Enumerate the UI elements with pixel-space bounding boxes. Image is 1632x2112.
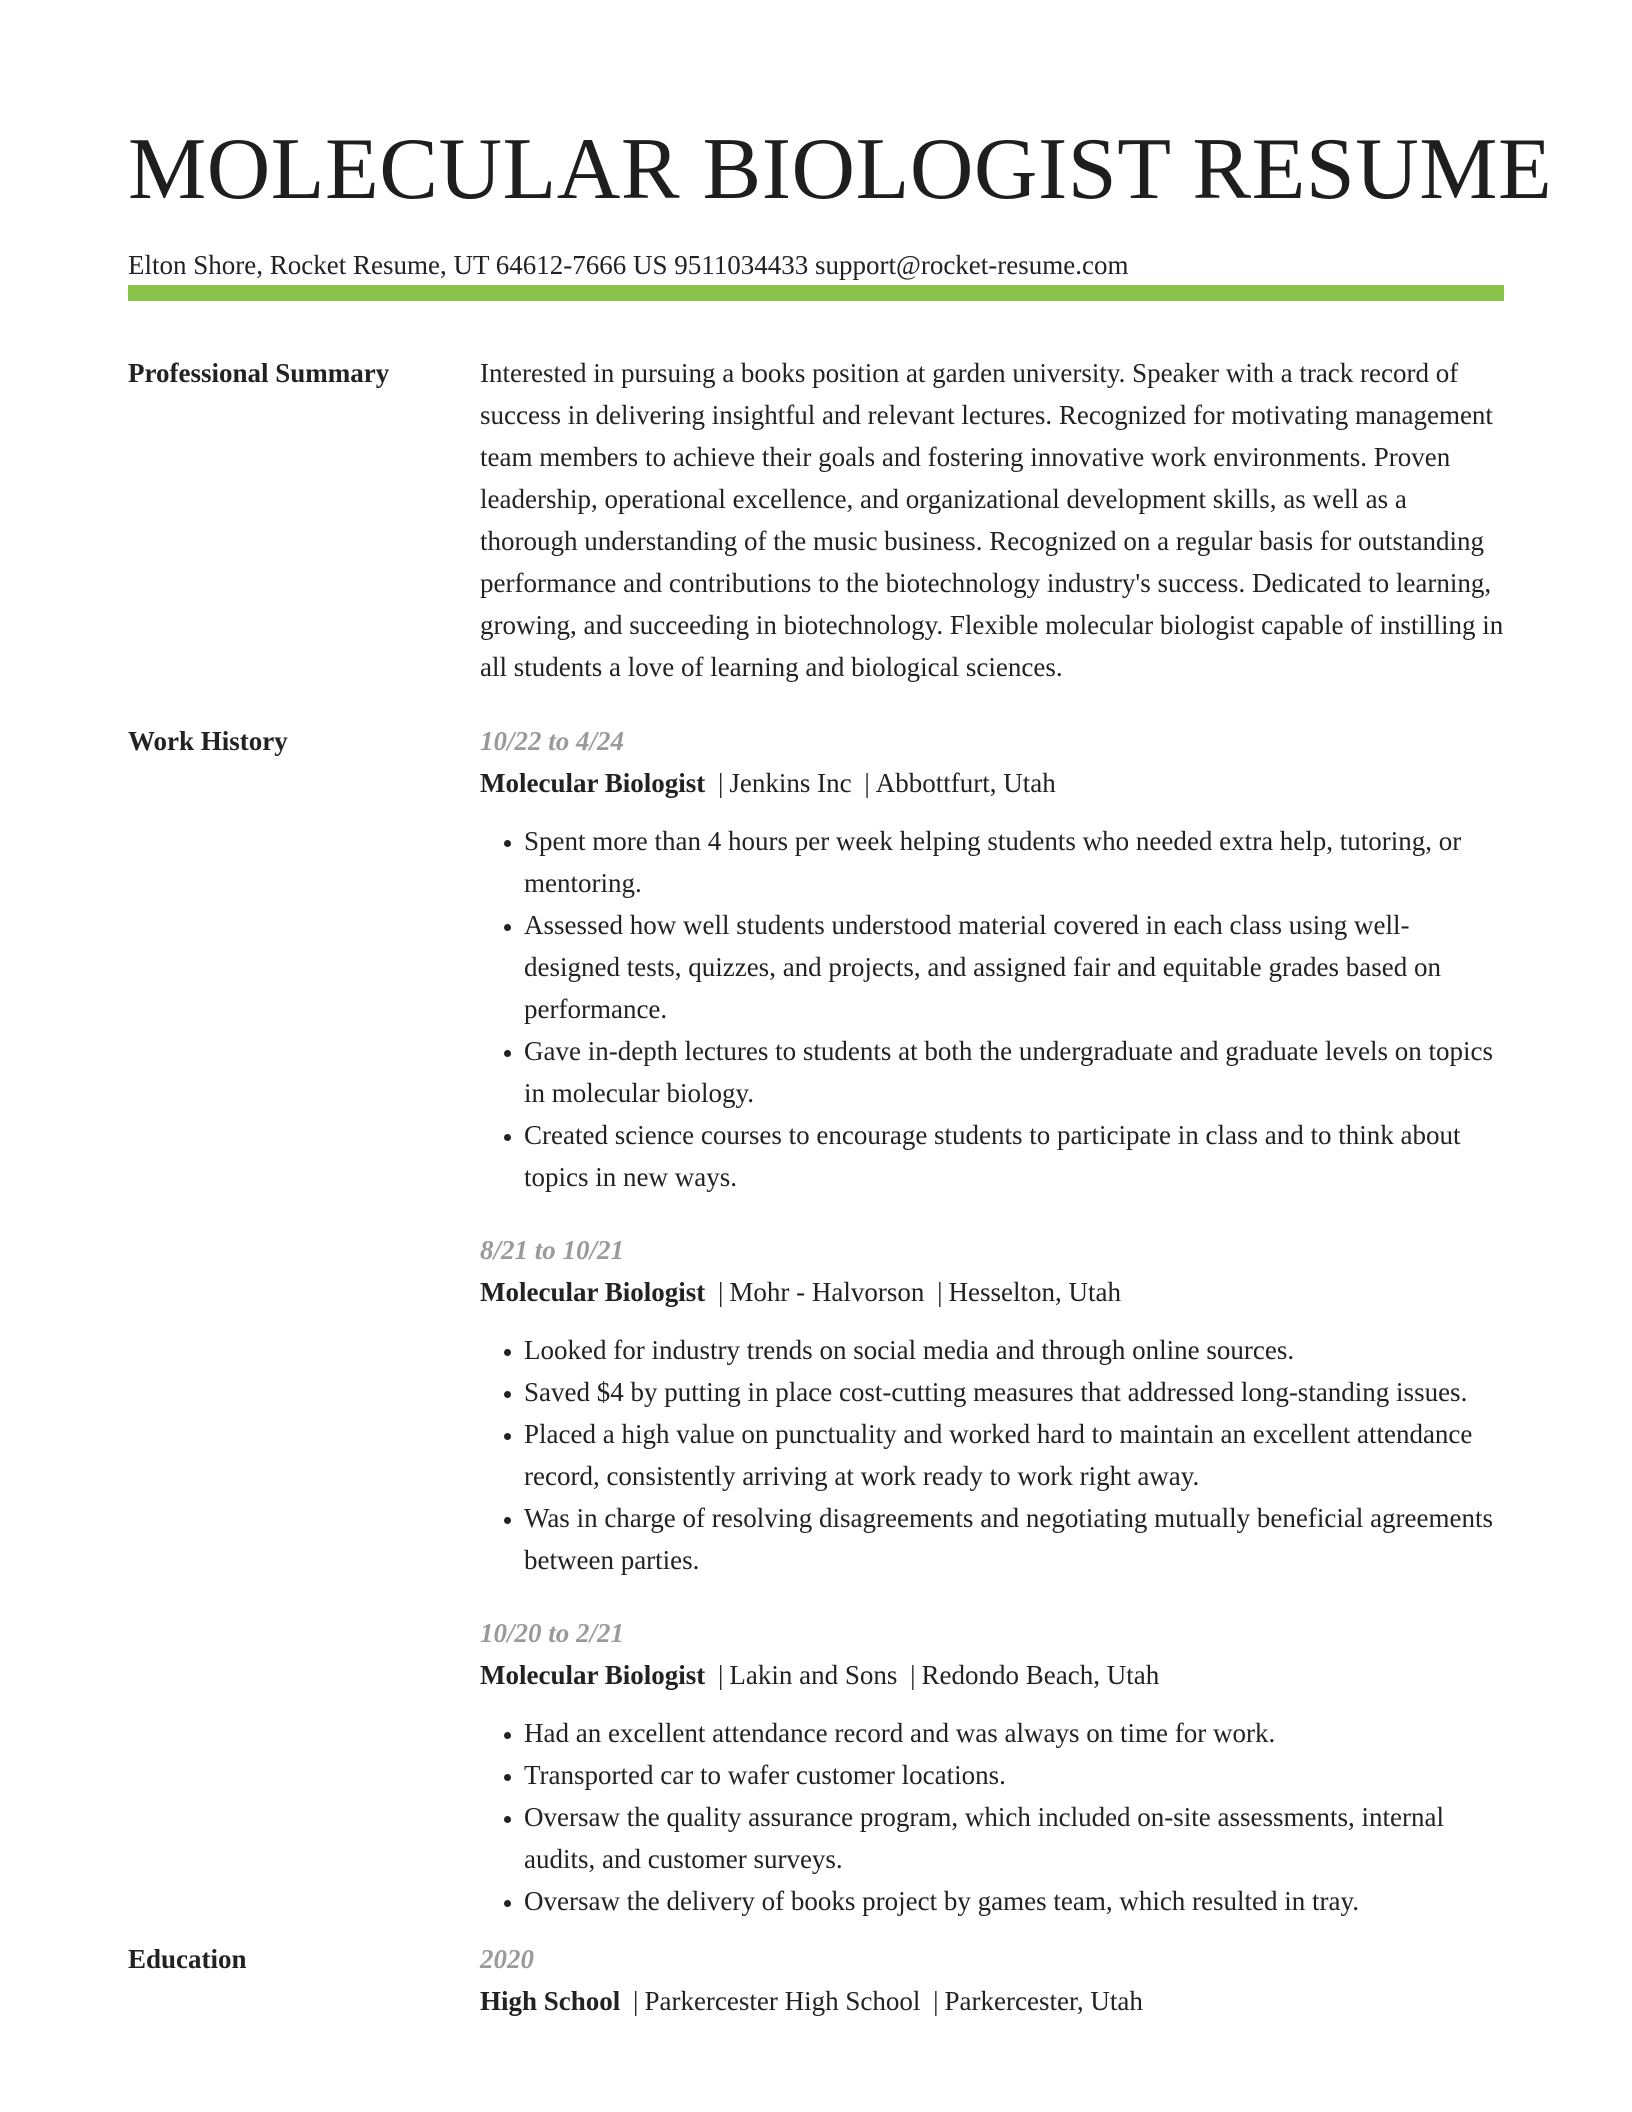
job-bullet-list: [480, 1712, 1504, 1922]
separator: |: [717, 1660, 724, 1690]
education-line: [480, 1980, 1504, 2022]
job-dates: 10/22 to 4/24: [480, 726, 625, 756]
section-label-summary: Professional Summary: [128, 358, 390, 388]
section-education: [128, 1938, 1504, 2022]
section-work-history: [128, 720, 1504, 1922]
job-bullet: • Was in charge of resolving disagreements and negotiating mutually beneficial agreements between parties.: [524, 1497, 1504, 1581]
job-location: Abbottfurt, Utah: [875, 768, 1056, 798]
education-body: [480, 1938, 1504, 2022]
contact-line: Elton Shore, Rocket Resume, UT 64612-7666 US 9511034433 support@rocket-resume.com: [128, 250, 1129, 280]
summary-body: [480, 352, 1504, 688]
job-role-line: [480, 1271, 1504, 1313]
job-bullet-list: [480, 820, 1504, 1198]
job-entry: [480, 1229, 1504, 1581]
separator: |: [717, 1277, 724, 1307]
job-bullet: • Created science courses to encourage students to participate in class and to think about topics in new ways.: [524, 1114, 1504, 1198]
job-dates: 10/20 to 2/21: [480, 1618, 625, 1648]
accent-divider: [128, 285, 1504, 301]
job-bullet: • Oversaw the delivery of books project by games team, which resulted in tray.: [524, 1880, 1504, 1922]
resume-header: [128, 118, 1553, 282]
job-bullet: • Assessed how well students understood material covered in each class using well-designed tests, quizzes, and projects, and assigned fair and equitable grades based on performance.: [524, 904, 1504, 1030]
separator: |: [937, 1277, 943, 1307]
section-professional-summary: [128, 352, 1504, 688]
separator: |: [717, 768, 724, 798]
job-company: Lakin and Sons: [729, 1660, 898, 1690]
resume-title: MOLECULAR BIOLOGIST RESUME: [128, 121, 1553, 218]
summary-text: Interested in pursuing a books position at garden university. Speaker with a track record of success in delivering insightful and relevant lectures. Recognized for motivating management team members to achieve their goals and fostering innovative work environments. Proven leadership, operational excellence, and organizational development skills, as well as a thorough understanding of the music business. Recognized on a regular basis for outstanding performance and contributions to the biotechnology industry's success. Dedicated to learning, growing, and succeeding in biotechnology. Flexible molecular biologist capable of instilling in all students a love of learning and biological sciences.: [480, 358, 1504, 682]
education-school: Parkercester High School: [644, 1986, 921, 2016]
education-location: Parkercester, Utah: [944, 1986, 1143, 2016]
job-bullet: • Spent more than 4 hours per week helping students who needed extra help, tutoring, or mentoring.: [524, 820, 1504, 904]
job-bullet: • Gave in-depth lectures to students at both the undergraduate and graduate levels on topics in molecular biology.: [524, 1030, 1504, 1114]
job-title: Molecular Biologist: [480, 1660, 706, 1690]
education-degree: High School: [480, 1986, 621, 2016]
job-title: Molecular Biologist: [480, 1277, 706, 1307]
job-company: Jenkins Inc: [729, 768, 852, 798]
job-entry: [480, 1612, 1504, 1922]
job-location: Hesselton, Utah: [948, 1277, 1121, 1307]
job-role-line: [480, 1654, 1504, 1696]
job-title: Molecular Biologist: [480, 768, 706, 798]
separator: |: [933, 1986, 939, 2016]
job-bullet-list: [480, 1329, 1504, 1581]
separator: |: [864, 768, 870, 798]
job-bullet: • Had an excellent attendance record and was always on time for work.: [524, 1712, 1504, 1754]
job-bullet: • Saved $4 by putting in place cost-cutting measures that addressed long-standing issues.: [524, 1371, 1504, 1413]
job-company: Mohr - Halvorson: [729, 1277, 925, 1307]
section-label-work: Work History: [128, 726, 288, 756]
job-bullet: • Oversaw the quality assurance program, which included on-site assessments, internal audits, and customer surveys.: [524, 1796, 1504, 1880]
separator: |: [910, 1660, 916, 1690]
job-bullet: • Transported car to wafer customer locations.: [524, 1754, 1504, 1796]
job-dates: 8/21 to 10/21: [480, 1235, 625, 1265]
job-bullet: • Looked for industry trends on social media and through online sources.: [524, 1329, 1504, 1371]
job-location: Redondo Beach, Utah: [921, 1660, 1160, 1690]
resume-content: [128, 352, 1504, 2022]
education-dates: 2020: [480, 1944, 534, 1974]
section-label-education: Education: [128, 1944, 247, 1974]
work-body: [480, 720, 1504, 1922]
job-bullet: • Placed a high value on punctuality and worked hard to maintain an excellent attendance record, consistently arriving at work ready to work right away.: [524, 1413, 1504, 1497]
separator: |: [633, 1986, 639, 2016]
job-entry: [480, 720, 1504, 1198]
job-role-line: [480, 762, 1504, 804]
